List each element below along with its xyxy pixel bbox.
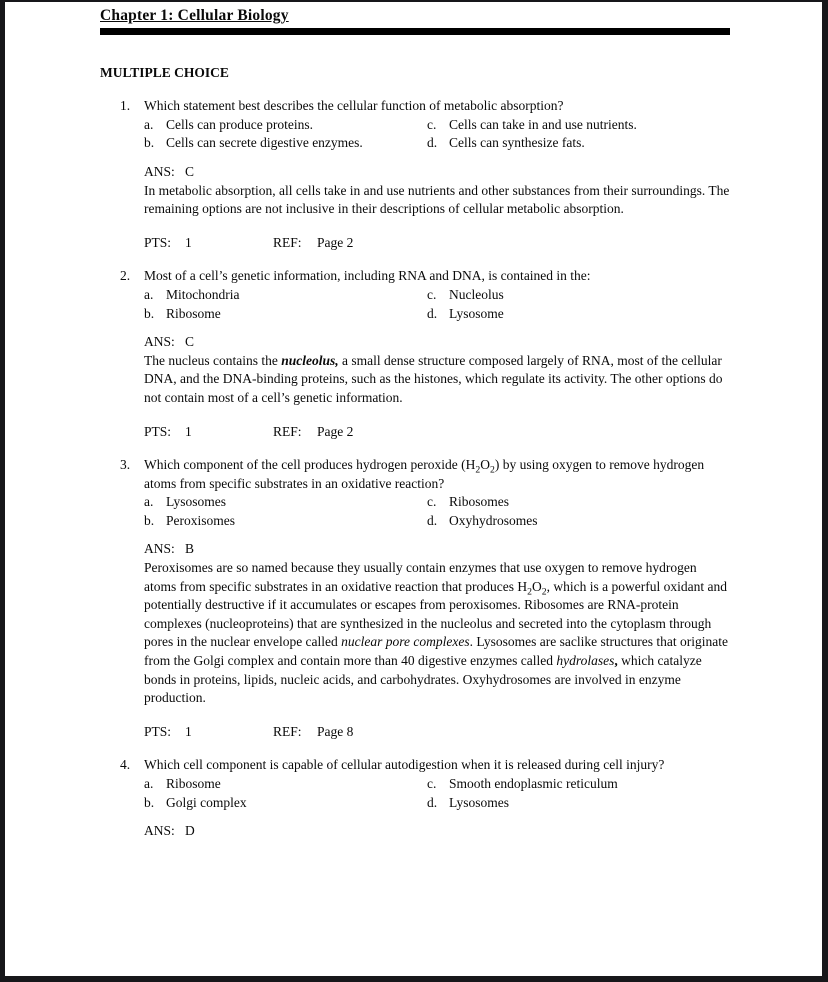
option-column <box>144 286 427 323</box>
option-text: Oxyhydrosomes <box>449 512 538 528</box>
pts-label: PTS: <box>144 234 172 250</box>
option-text: Cells can take in and use nutrients. <box>449 116 637 132</box>
option-item <box>427 493 730 512</box>
option-letter: c. <box>427 116 437 132</box>
option-text: Cells can produce proteins. <box>166 116 313 132</box>
option-letter: a. <box>144 494 154 510</box>
option-letter: d. <box>427 512 438 528</box>
answer-label: ANS: <box>144 163 175 179</box>
feedback-text: Peroxisomes are so named because they usually contain enzymes that use oxygen to remove hydrogen atoms from specific substrates in an oxidative reaction that produces $H_2O_2$, which is a powerful oxidant and potentially destructive if it accumulates or escapes from peroxisomes. Ribosomes are RNA-protein complexes (nucleoproteins) that are synthesized in the nucleolus and secreted into the cytoplasm through pores in the nuclear envelope called nuclear pore complexes. Lysosomes are saclike structures that originate from the Golgi complex and contain more than 40 digestive enzymes called hydrolases, which catalyze bonds in proteins, lipids, nucleic acids, and carbohydrates. Oxyhydrosomes are involved in enzyme production. <box>144 560 728 706</box>
pts-ref-row <box>144 234 730 253</box>
option-column <box>144 116 427 153</box>
option-letter: b. <box>144 794 155 810</box>
answer-value: B <box>185 541 195 557</box>
title-rule <box>100 28 730 35</box>
option-item <box>427 286 730 305</box>
option-item <box>144 775 427 794</box>
pts-value: 1 <box>185 423 192 439</box>
option-item <box>144 794 427 813</box>
option-item <box>427 116 730 135</box>
pts-value: 1 <box>185 723 192 739</box>
option-letter: b. <box>144 135 155 151</box>
option-column <box>427 775 730 812</box>
option-letter: a. <box>144 116 154 132</box>
ref-value: Page 2 <box>317 423 354 439</box>
ref-label: REF: <box>273 723 302 739</box>
pts-value: 1 <box>185 234 192 250</box>
question-number: 2. <box>120 268 131 284</box>
option-letter: c. <box>427 776 437 791</box>
ref-label: REF: <box>273 234 302 250</box>
ref-value: Page 8 <box>317 723 354 739</box>
option-item <box>144 286 427 305</box>
option-letter: a. <box>144 776 154 791</box>
option-column <box>144 775 427 812</box>
option-letter: b. <box>144 512 155 528</box>
pts-ref-row <box>144 723 730 742</box>
options <box>144 493 730 530</box>
answer-row <box>144 163 730 182</box>
option-column <box>427 116 730 153</box>
question-text: Which statement best describes the cellular function of metabolic absorption? <box>144 98 564 114</box>
question-number: 4. <box>120 757 131 773</box>
option-text: Lysosome <box>449 305 504 321</box>
option-text: Lysosomes <box>166 494 227 510</box>
option-text: Mitochondria <box>166 286 240 302</box>
pts-label: PTS: <box>144 423 172 439</box>
option-letter: c. <box>427 494 437 510</box>
option-item <box>144 305 427 324</box>
feedback-text: The nucleus contains the nucleolus, a small dense structure composed largely of RNA, most of the cellular DNA, and the DNA-binding proteins, such as the histones, which regulate its activity. The other options do not contain most of a cell’s genetic information. <box>144 352 723 405</box>
option-item <box>427 794 730 813</box>
option-text: Nucleolus <box>449 286 504 302</box>
answer-row <box>144 333 730 352</box>
option-letter: d. <box>427 305 438 321</box>
answer-value: C <box>185 163 195 179</box>
option-column <box>144 493 427 530</box>
pts-label: PTS: <box>144 723 172 739</box>
ref-label: REF: <box>273 423 302 439</box>
question-text: Which component of the cell produces hydrogen peroxide $(H_2O_2)$ by using oxygen to remove hydrogen atoms from specific substrates in an oxidative reaction? <box>144 457 705 491</box>
option-column <box>427 493 730 530</box>
option-letter: c. <box>427 286 437 302</box>
option-letter: a. <box>144 286 154 302</box>
option-column <box>427 286 730 323</box>
option-text: Smooth endoplasmic reticulum <box>449 776 618 791</box>
option-text: Ribosomes <box>449 494 510 510</box>
option-item <box>144 134 427 153</box>
option-text: Lysosomes <box>449 794 510 810</box>
option-letter: b. <box>144 305 155 321</box>
answer-value: D <box>185 823 195 839</box>
question-number: 1. <box>120 98 131 114</box>
section-heading: MULTIPLE CHOICE <box>100 64 229 80</box>
option-letter: d. <box>427 135 438 151</box>
option-item <box>427 305 730 324</box>
ref-value: Page 2 <box>317 234 354 250</box>
answer-row <box>144 822 730 841</box>
answer-row <box>144 540 730 559</box>
question-body <box>144 97 730 252</box>
option-item <box>144 493 427 512</box>
question-body <box>144 756 730 840</box>
option-text: Ribosome <box>166 776 221 791</box>
answer-label: ANS: <box>144 334 175 350</box>
option-text: Cells can secrete digestive enzymes. <box>166 135 363 151</box>
question-number: 3. <box>120 457 131 473</box>
option-item <box>427 512 730 531</box>
option-text: Ribosome <box>166 305 221 321</box>
answer-label: ANS: <box>144 823 175 839</box>
page-content <box>5 2 822 841</box>
question-text: Which cell component is capable of cellular autodigestion when it is released during cell injury? <box>144 757 665 773</box>
question-item <box>120 267 730 441</box>
option-item <box>144 116 427 135</box>
option-letter: d. <box>427 794 438 810</box>
feedback-text: In metabolic absorption, all cells take in and use nutrients and other substances from their surroundings. The remaining options are not inclusive in their descriptions of cellular metabolic absorption. <box>144 182 730 217</box>
question-item <box>120 756 730 840</box>
question-body <box>144 267 730 441</box>
option-item <box>427 775 730 794</box>
option-text: Cells can synthesize fats. <box>449 135 585 151</box>
pts-ref-row <box>144 423 730 442</box>
options <box>144 116 730 153</box>
question-item <box>120 97 730 252</box>
document-page <box>5 2 822 976</box>
options <box>144 286 730 323</box>
options <box>144 775 730 812</box>
answer-value: C <box>185 334 195 350</box>
question-text: Most of a cell’s genetic information, including RNA and DNA, is contained in the: <box>144 268 591 284</box>
option-text: Peroxisomes <box>166 512 235 528</box>
option-item <box>427 134 730 153</box>
question-body <box>144 456 730 741</box>
answer-label: ANS: <box>144 541 175 557</box>
page-title: Chapter 1: Cellular Biology <box>100 7 289 24</box>
question-list <box>100 97 730 841</box>
question-item <box>120 456 730 741</box>
option-item <box>144 512 427 531</box>
option-text: Golgi complex <box>166 794 247 810</box>
